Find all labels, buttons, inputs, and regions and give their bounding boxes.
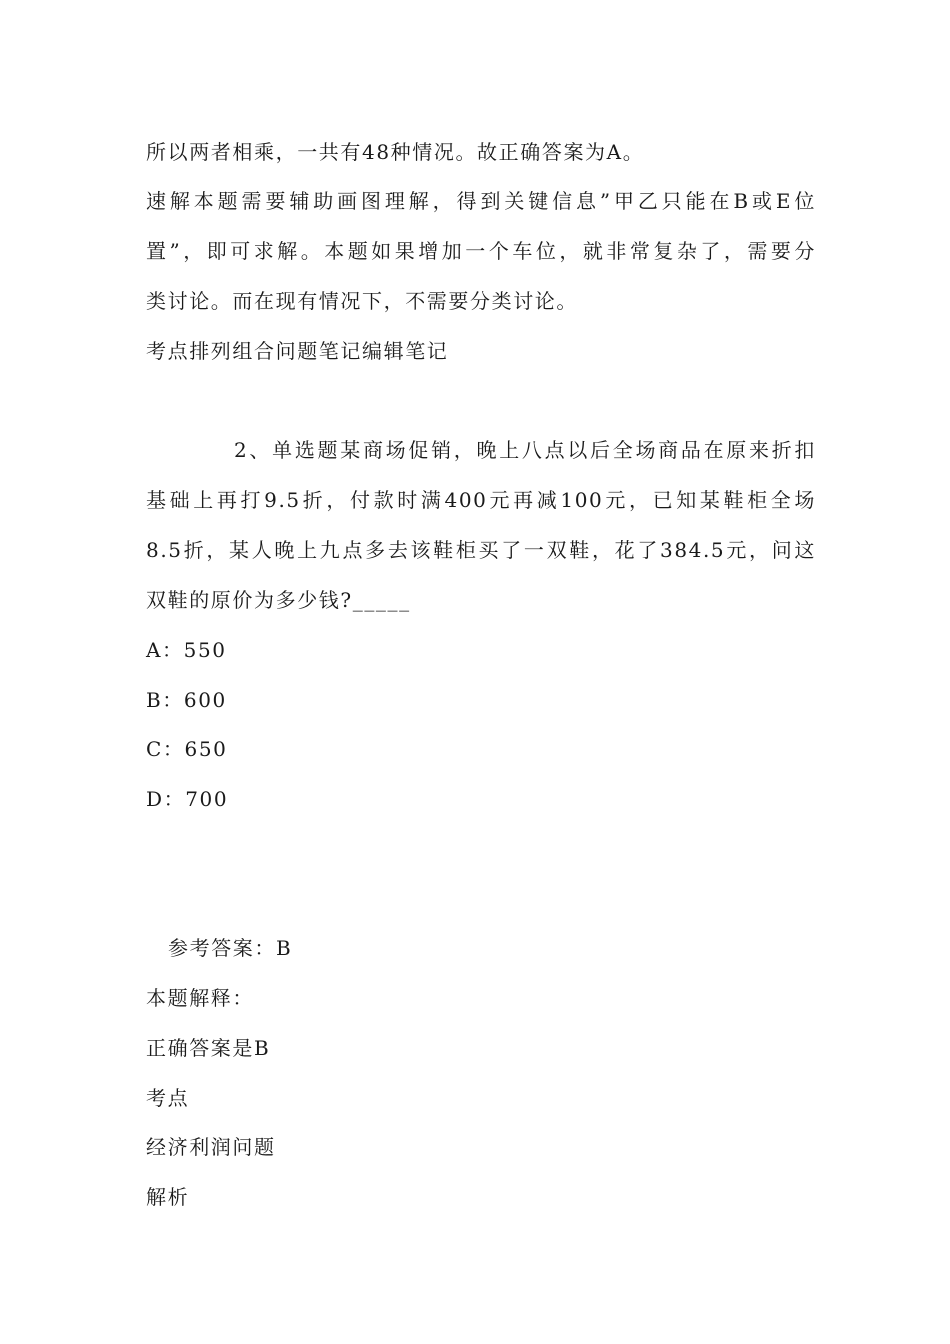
option-a: A：550 [146, 638, 227, 662]
explanation-line-4: 类讨论。而在现有情况下，不需要分类讨论。 [146, 289, 578, 313]
jiexi-label: 解析 [146, 1185, 190, 1209]
explanation-line-3: 置”，即可求解。本题如果增加一个车位，就非常复杂了，需要分 [146, 239, 816, 263]
kaodian-label: 考点 [146, 1086, 190, 1110]
question-line-1: 2、单选题某商场促销，晚上八点以后全场商品在原来折扣 [234, 438, 816, 462]
correct-answer: 正确答案是B [146, 1036, 271, 1060]
question-line-3: 8.5折，某人晚上九点多去该鞋柜买了一双鞋，花了384.5元，问这 [146, 538, 816, 562]
question-line-2: 基础上再打9.5折，付款时满400元再减100元，已知某鞋柜全场 [146, 488, 816, 512]
explanation-line-1: 所以两者相乘，一共有48种情况。故正确答案为A。 [146, 140, 645, 164]
question-line-4: 双鞋的原价为多少钱?_____ [146, 588, 411, 612]
explanation-line-2: 速解本题需要辅助画图理解，得到关键信息”甲乙只能在B或E位 [146, 189, 816, 213]
explanation-heading: 本题解释： [146, 986, 254, 1010]
kaodian-value: 经济利润问题 [146, 1135, 276, 1159]
explanation-tags: 考点排列组合问题笔记编辑笔记 [146, 339, 449, 363]
reference-answer: 参考答案：B [168, 936, 293, 960]
option-c: C：650 [146, 737, 228, 761]
option-d: D：700 [146, 787, 229, 811]
option-b: B：600 [146, 688, 227, 712]
